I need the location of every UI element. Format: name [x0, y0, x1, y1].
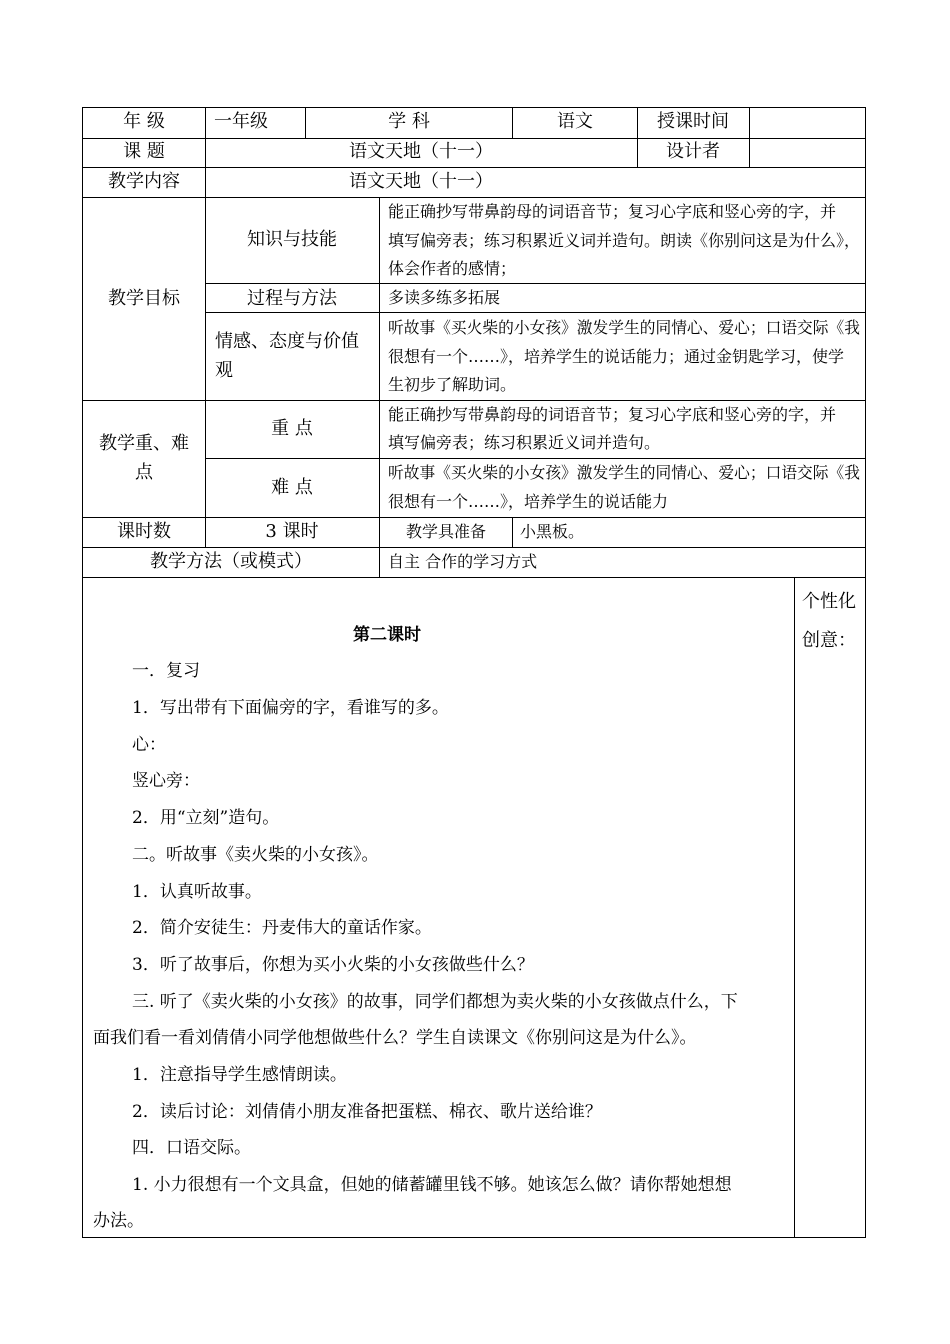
- subject-label: 学 科: [388, 111, 430, 132]
- lesson-line: 心：: [132, 735, 166, 755]
- objective-knowledge-label: 知识与技能: [247, 229, 337, 250]
- objective-knowledge-text-1: 能正确抄写带鼻韵母的词语音节；复习心字底和竖心旁的字，并: [388, 202, 837, 221]
- side-note-line1: 个性化: [802, 591, 856, 612]
- lesson-line: 2．简介安徒生：丹麦伟大的童话作家。: [132, 918, 432, 938]
- time-label: 授课时间: [657, 111, 729, 132]
- prep-label: 教学具准备: [405, 522, 487, 541]
- objective-knowledge-text-3: 体会作者的感情；: [388, 259, 517, 278]
- lesson-line: 2．用“立刻”造句。: [132, 808, 280, 828]
- difficult-point-label: 难 点: [271, 477, 313, 498]
- key-point-text-1: 能正确抄写带鼻韵母的词语音节；复习心字底和竖心旁的字，并: [388, 405, 837, 424]
- prep-value: 小黑板。: [520, 522, 585, 541]
- method-value: 自主 合作的学习方式: [388, 552, 538, 571]
- hours-label: 课时数: [117, 521, 171, 542]
- keypoints-label-1: 教学重、难: [99, 433, 189, 454]
- objective-emotion-text-3: 生初步了解助词。: [388, 375, 517, 394]
- designer-label: 设计者: [666, 141, 720, 162]
- objective-emotion-text-1: 听故事《买火柴的小女孩》激发学生的同情心、爱心；口语交际《我: [388, 318, 860, 337]
- key-point-label: 重 点: [271, 418, 313, 439]
- lesson-title: 第二课时: [353, 625, 421, 645]
- keypoints-label-2: 点: [135, 462, 153, 483]
- method-label: 教学方法（或模式）: [150, 551, 312, 572]
- objective-process-label: 过程与方法: [247, 288, 337, 309]
- lesson-line: 1．写出带有下面偏旁的字，看谁写的多。: [132, 698, 449, 718]
- lesson-line: 一．复习: [132, 661, 200, 681]
- lesson-line: 四．口语交际。: [132, 1138, 251, 1158]
- side-note-line2: 创意：: [802, 630, 856, 651]
- lesson-line: 面我们看一看刘倩倩小同学他想做些什么？学生自读课文《你别问这是为什么》。: [93, 1028, 697, 1048]
- hours-value: 3 课时: [265, 521, 319, 542]
- subject-value: 语文: [557, 111, 593, 132]
- objective-emotion-label-1: 情感、态度与价值: [215, 331, 359, 352]
- lesson-line: 办法。: [93, 1211, 144, 1231]
- grade-value: 一年级: [214, 111, 268, 132]
- lesson-line: 二。听故事《卖火柴的小女孩》。: [132, 845, 379, 865]
- lesson-line: 3．听了故事后，你想为买小火柴的小女孩做些什么？: [132, 955, 534, 975]
- objectives-label: 教学目标: [108, 288, 180, 309]
- difficult-point-text-2: 很想有一个……》，培养学生的说话能力: [388, 492, 669, 511]
- objective-knowledge-text-2: 填写偏旁表；练习积累近义词并造句。朗读《你别问这是为什么》，: [388, 231, 861, 250]
- lesson-line: 1．认真听故事。: [132, 882, 262, 902]
- topic-label: 课 题: [123, 141, 165, 162]
- objective-emotion-label-2: 观: [215, 360, 233, 381]
- lesson-line: 2．读后讨论：刘倩倩小朋友准备把蛋糕、棉衣、歌片送给谁？: [132, 1102, 602, 1122]
- lesson-line: 三. 听了《卖火柴的小女孩》的故事，同学们都想为卖火柴的小女孩做点什么，下: [132, 992, 738, 1012]
- difficult-point-text-1: 听故事《买火柴的小女孩》激发学生的同情心、爱心；口语交际《我: [388, 463, 860, 482]
- lesson-line: 竖心旁：: [132, 771, 200, 791]
- key-point-text-2: 填写偏旁表；练习积累近义词并造句。: [388, 433, 661, 452]
- content-label: 教学内容: [108, 171, 180, 192]
- lesson-line: 1. 小力很想有一个文具盒，但她的储蓄罐里钱不够。她该怎么做？请你帮她想想: [132, 1175, 732, 1195]
- grade-label: 年 级: [123, 111, 165, 132]
- objective-process-text: 多读多练多拓展: [388, 288, 501, 307]
- objective-emotion-text-2: 很想有一个……》，培养学生的说话能力；通过金钥匙学习，使学: [388, 347, 845, 366]
- topic-value: 语文天地（十一）: [349, 141, 493, 162]
- content-value: 语文天地（十一）: [349, 171, 493, 192]
- lesson-line: 1．注意指导学生感情朗读。: [132, 1065, 347, 1085]
